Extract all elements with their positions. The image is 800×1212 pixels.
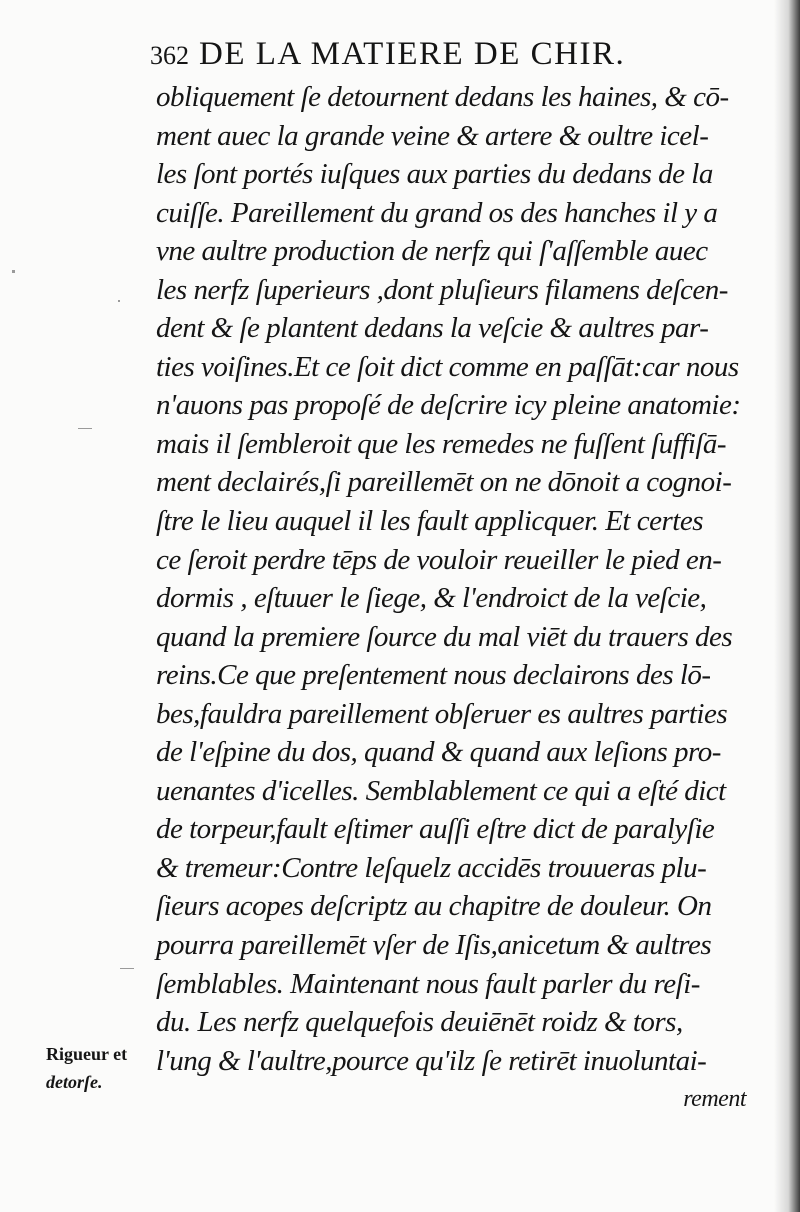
text-line: n'auons pas propoſé de deſcrire icy pleine anatomie: (156, 389, 741, 422)
text-line: ſieurs acopes deſcriptz au chapitre de douleur. On (156, 890, 712, 923)
body-text (156, 78, 756, 1119)
text-line: reins.Ce que preſentement nous declairons des lō- (156, 659, 711, 692)
text-line: ment auec la grande veine & artere & oultre icel- (156, 119, 709, 152)
text-line: ment declairés,ſi pareillemēt on ne dōnoit a cognoi- (156, 466, 732, 499)
text-line: quand la premiere ſource du mal viēt du trauers des (156, 620, 733, 653)
text-line: les nerfz ſuperieurs ,dont pluſieurs filamens deſcen- (156, 273, 728, 306)
page-gutter-shadow (774, 0, 800, 1212)
ink-speck (12, 270, 15, 273)
running-head (150, 36, 760, 73)
text-line: dormis , eſtuuer le ſiege, & l'endroict de la veſcie, (156, 582, 707, 615)
margin-note (46, 1040, 156, 1096)
text-line: ſemblables. Maintenant nous fault parler du reſi- (156, 967, 700, 1000)
text-line: ties voiſines.Et ce ſoit dict comme en paſſāt:car nous (156, 350, 739, 383)
ink-speck (120, 968, 134, 969)
text-line: dent & ſe plantent dedans la veſcie & aultres par- (156, 312, 709, 345)
margin-note-line: Rigueur et (46, 1044, 128, 1064)
page-number: 362 (150, 41, 189, 70)
text-line: obliquement ſe detournent dedans les haines, & cō- (156, 81, 729, 113)
text-line: bes,fauldra pareillement obſeruer es aultres parties (156, 697, 728, 730)
catchword: rement (683, 1086, 746, 1113)
text-line: ce ſeroit perdre tēps de vouloir reueiller le pied en- (156, 543, 722, 576)
ink-speck (118, 300, 120, 302)
text-line: ſtre le lieu auquel il les fault applicquer. Et certes (156, 505, 703, 538)
text-line: cuiſſe. Pareillement du grand os des hanches il y a (156, 196, 718, 229)
ink-speck (78, 428, 92, 429)
text-line: & tremeur:Contre leſquelz accidēs trouueras plu- (156, 851, 707, 884)
margin-note-line: detorſe. (46, 1072, 103, 1092)
text-line: uenantes d'icelles. Semblablement ce qui a eſté dict (156, 774, 726, 807)
text-line: de l'eſpine du dos, quand & quand aux leſions pro- (156, 736, 721, 769)
running-title: DE LA MATIERE DE CHIR. (199, 36, 626, 72)
text-line: pourra pareillemēt vſer de Iſis,anicetum & aultres (156, 929, 712, 962)
text-line: l'ung & l'aultre,pource qu'ilz ſe retirēt inuoluntai- (156, 1044, 707, 1077)
text-line: les ſont portés iuſques aux parties du dedans de la (156, 158, 713, 191)
text-line: de torpeur,fault eſtimer auſſi eſtre dict de paralyſie (156, 813, 715, 846)
text-line: mais il ſembleroit que les remedes ne fuſſent ſuffiſā- (156, 427, 727, 460)
text-line: du. Les nerfz quelquefois deuiēnēt roidz & tors, (156, 1006, 683, 1039)
text-line: vne aultre production de nerfz qui ſ'aſſemble auec (156, 235, 708, 268)
